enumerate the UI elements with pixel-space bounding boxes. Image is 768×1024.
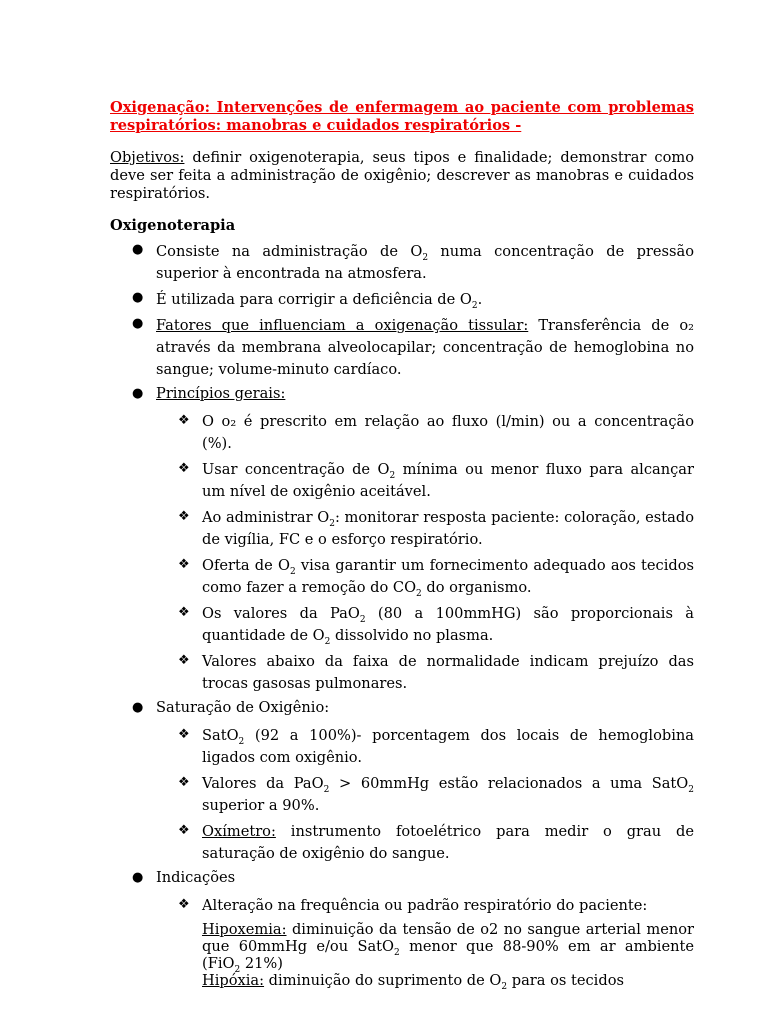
- bullet-item-principios: [110, 385, 694, 695]
- subscript: 2: [289, 566, 296, 577]
- diamond-bullet: ❖: [178, 461, 190, 476]
- text-part: É utilizada para corrigir a deficiência de O: [156, 291, 472, 308]
- sub-text: [202, 459, 694, 503]
- hipoxia-label: Hipóxia:: [202, 972, 265, 989]
- text-part: (80 a 100mmHG) são proporcionais à quantidade de O: [202, 605, 694, 644]
- sub-item-valores-abaixo: [156, 651, 694, 695]
- text-part: numa concentração de pressão superior à encontrada na atmosfera.: [156, 243, 695, 282]
- principios-label: Princípios gerais:: [156, 385, 286, 402]
- sub-item-sato2: [156, 725, 694, 769]
- sub-item-concentracao: [156, 459, 694, 503]
- principios-sublist: [156, 411, 694, 695]
- text-part: SatO: [202, 727, 239, 744]
- hipoxia-definition: [202, 972, 694, 992]
- text-part: Valores da PaO: [202, 775, 324, 792]
- sub-item-oferta: [156, 555, 694, 599]
- bullet-item-fatores: [110, 315, 694, 381]
- diamond-bullet: ❖: [178, 413, 190, 428]
- subscript: 2: [501, 981, 508, 992]
- subscript: 2: [324, 636, 331, 647]
- sub-text: [202, 555, 694, 599]
- sub-item-oximetro: [156, 821, 694, 865]
- bullet-item-consiste: [110, 241, 694, 285]
- subscript: 2: [234, 964, 241, 975]
- bullet-dot: ●: [132, 870, 144, 885]
- diamond-bullet: ❖: [178, 653, 190, 668]
- bullet-dot: ●: [132, 386, 144, 401]
- document-title: Oxigenação: Intervenções de enfermagem ao paciente com problemas respiratórios: manobras e cuidados respiratórios -: [110, 99, 694, 134]
- bullet-dot: ●: [132, 316, 144, 331]
- text-part: diminuição do suprimento de O: [264, 972, 502, 989]
- bullet-item-saturacao: [110, 699, 694, 865]
- indicacoes-sublist: [156, 895, 694, 992]
- bullet-item-utilizada: [110, 289, 694, 311]
- hipoxemia-definition: [202, 921, 694, 975]
- text-part: (92 a 100%)- porcentagem dos locais de hemoglobina ligados com oxigênio.: [202, 727, 694, 766]
- text-part: diminuição da tensão de o2 no sangue arterial menor que 60mmHg e/ou SatO: [202, 921, 694, 955]
- sub-item-administrar: [156, 507, 694, 551]
- indicacoes-label: Indicações: [156, 869, 236, 886]
- subscript: 2: [359, 614, 366, 625]
- diamond-bullet: ❖: [178, 727, 190, 742]
- oximetro-label: Oxímetro:: [202, 823, 276, 840]
- text-part: > 60mmHg estão relacionados a uma SatO: [329, 775, 689, 792]
- main-bullet-list: [110, 241, 695, 992]
- text-part: superior a 90%.: [202, 797, 320, 814]
- subscript: 2: [688, 784, 694, 795]
- text-part: Consiste na administração de O: [156, 243, 423, 260]
- text-part: Oferta de O: [202, 557, 290, 574]
- hipoxemia-label: Hipoxemia:: [202, 921, 287, 938]
- sub-item-prescrito: [156, 411, 694, 455]
- diamond-bullet: ❖: [178, 509, 190, 524]
- bullet-item-indicacoes: [110, 869, 694, 992]
- text-part: Usar concentração de O: [202, 461, 390, 478]
- text-part: Ao administrar O: [202, 509, 330, 526]
- bullet-text: [156, 289, 694, 311]
- diamond-bullet: ❖: [178, 897, 190, 912]
- sub-text: Alteração na frequência ou padrão respiratório do paciente:: [202, 897, 648, 914]
- sub-text: Valores abaixo da faixa de normalidade indicam prejuízo das trocas gasosas pulmonares.: [202, 653, 694, 692]
- sub-item-alteracao: [156, 895, 694, 992]
- diamond-bullet: ❖: [178, 775, 190, 790]
- sub-text: [202, 725, 694, 769]
- sub-text: O o₂ é prescrito em relação ao fluxo (l/min) ou a concentração (%).: [202, 413, 694, 452]
- bullet-text: [156, 315, 694, 381]
- text-part: 21%): [240, 955, 283, 972]
- objectives-paragraph: [110, 149, 694, 203]
- text-part: para os tecidos: [507, 972, 624, 989]
- objectives-label: Objetivos:: [110, 149, 185, 166]
- saturacao-label: Saturação de Oxigênio:: [156, 699, 330, 716]
- bullet-text: [156, 241, 694, 285]
- text-part: do organismo.: [421, 579, 532, 596]
- subscript: 2: [329, 518, 335, 529]
- subscript: 2: [394, 947, 400, 958]
- subscript: 2: [323, 784, 330, 795]
- diamond-bullet: ❖: [178, 823, 190, 838]
- diamond-bullet: ❖: [178, 605, 190, 620]
- text-part: visa garantir um fornecimento adequado aos tecidos como fazer a remoção do CO: [202, 557, 694, 596]
- objectives-text: definir oxigenoterapia, seus tipos e finalidade; demonstrar como deve ser feita a administração de oxigênio; descrever as manobras e cuidados respiratórios.: [110, 149, 694, 202]
- sub-text: [202, 507, 694, 551]
- subscript: 2: [422, 252, 429, 263]
- sub-text: [202, 603, 694, 647]
- bullet-dot: ●: [132, 242, 144, 257]
- text-part: dissolvido no plasma.: [330, 627, 494, 644]
- subscript: 2: [471, 300, 478, 311]
- subscript: 2: [389, 470, 396, 481]
- diamond-bullet: ❖: [178, 557, 190, 572]
- fatores-label: Fatores que influenciam a oxigenação tissular:: [156, 317, 529, 334]
- text-part: .: [477, 291, 483, 308]
- saturacao-sublist: [156, 725, 694, 865]
- text-part: mínima ou menor fluxo para alcançar um nível de oxigênio aceitável.: [202, 461, 694, 500]
- bullet-dot: ●: [132, 700, 144, 715]
- sub-item-valores-pao2: [156, 773, 694, 817]
- subscript: 2: [416, 588, 422, 599]
- text-part: instrumento fotoelétrico para medir o grau de saturação de oxigênio do sangue.: [202, 823, 694, 862]
- text-part: Os valores da PaO: [202, 605, 360, 622]
- subscript: 2: [238, 736, 245, 747]
- text-part: Transferência de o₂ através da membrana alveolocapilar; concentração de hemoglobina no sangue; volume-minuto cardíaco.: [156, 317, 694, 378]
- section-heading-oxigenoterapia: Oxigenoterapia: [110, 217, 236, 234]
- sub-text: [202, 821, 694, 865]
- sub-item-pao2: [156, 603, 694, 647]
- sub-text: [202, 773, 694, 817]
- text-part: menor que 88-90% em ar ambiente (FiO: [202, 938, 694, 972]
- bullet-dot: ●: [132, 290, 144, 305]
- text-part: : monitorar resposta paciente: coloração, estado de vigília, FC e o esforço respiratório.: [202, 509, 694, 548]
